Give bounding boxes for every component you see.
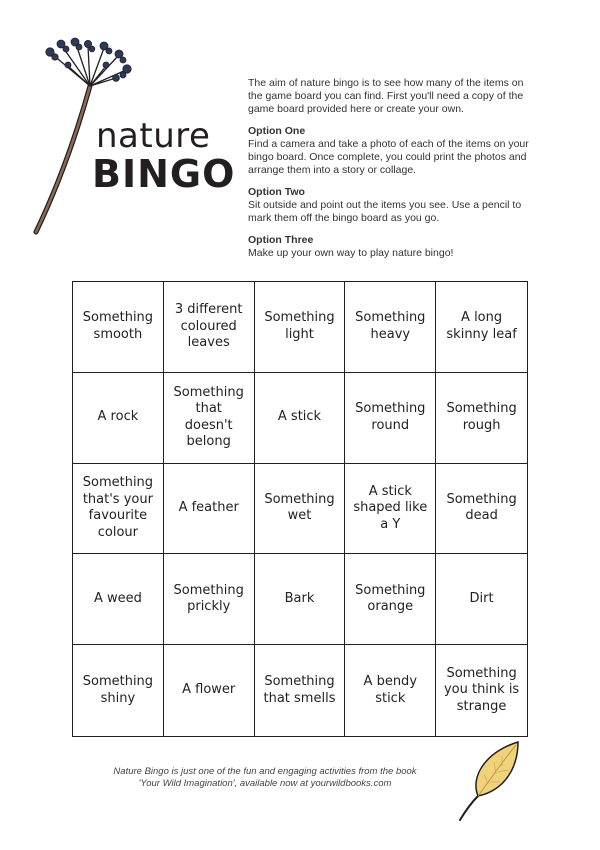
instructions (248, 77, 538, 269)
option-title: Option Three (248, 234, 314, 246)
title-line-bingo: BINGO (92, 152, 236, 196)
option-title: Option Two (248, 186, 305, 198)
bingo-cell[interactable]: Something light (255, 282, 346, 373)
bingo-cell[interactable]: Something heavy (345, 282, 436, 373)
yellow-leaf-icon (452, 740, 522, 824)
bingo-cell[interactable]: Something dead (436, 464, 527, 555)
bingo-cell[interactable]: Something smooth (73, 282, 164, 373)
option-text: Make up your own way to play nature bingo! (248, 247, 454, 259)
bingo-cell[interactable]: Something that's your favourite colour (73, 464, 164, 555)
bingo-cell[interactable]: Something round (345, 373, 436, 464)
bingo-cell[interactable]: Bark (255, 554, 346, 645)
option-two (248, 186, 538, 225)
bingo-cell[interactable]: A bendy stick (345, 645, 436, 736)
bingo-cell[interactable]: A stick (255, 373, 346, 464)
footer-note (100, 766, 430, 790)
page-title (92, 116, 236, 196)
bingo-cell[interactable]: A rock (73, 373, 164, 464)
bingo-cell[interactable]: A weed (73, 554, 164, 645)
bingo-cell[interactable]: Dirt (436, 554, 527, 645)
bingo-cell[interactable]: Something orange (345, 554, 436, 645)
bingo-cell[interactable]: A long skinny leaf (436, 282, 527, 373)
bingo-cell[interactable]: Something shiny (73, 645, 164, 736)
bingo-cell[interactable]: Something that smells (255, 645, 346, 736)
bingo-cell[interactable]: A flower (164, 645, 255, 736)
bingo-board (72, 281, 528, 737)
bingo-cell[interactable]: Something wet (255, 464, 346, 555)
option-one (248, 125, 538, 177)
option-three (248, 234, 538, 260)
footer-line: 'Your Wild Imagination', available now at yourwildbooks.com (138, 778, 392, 789)
option-text: Sit outside and point out the items you see. Use a pencil to mark them off the bingo board as you go. (248, 199, 522, 224)
bingo-cell[interactable]: Something you think is strange (443, 665, 520, 714)
intro-paragraph: The aim of nature bingo is to see how many of the items on the game board you can find. First you'll need a copy of the game board provided here or create your own. (248, 77, 524, 115)
bingo-cell[interactable]: A feather (164, 464, 255, 555)
bingo-cell[interactable]: 3 different coloured leaves (164, 282, 255, 373)
option-title: Option One (248, 125, 306, 137)
bingo-cell[interactable]: Something prickly (164, 554, 255, 645)
title-line-nature: nature (96, 116, 211, 156)
bingo-cell[interactable]: Something rough (436, 373, 527, 464)
option-text: Find a camera and take a photo of each of the items on your bingo board. Once complete, you could print the photos and arrange them into a story or collage. (248, 138, 529, 176)
footer-line: Nature Bingo is just one of the fun and engaging activities from the book (113, 766, 417, 777)
bingo-cell[interactable]: A stick shaped like a Y (345, 464, 436, 555)
bingo-cell[interactable]: Something that doesn't belong (164, 373, 255, 464)
